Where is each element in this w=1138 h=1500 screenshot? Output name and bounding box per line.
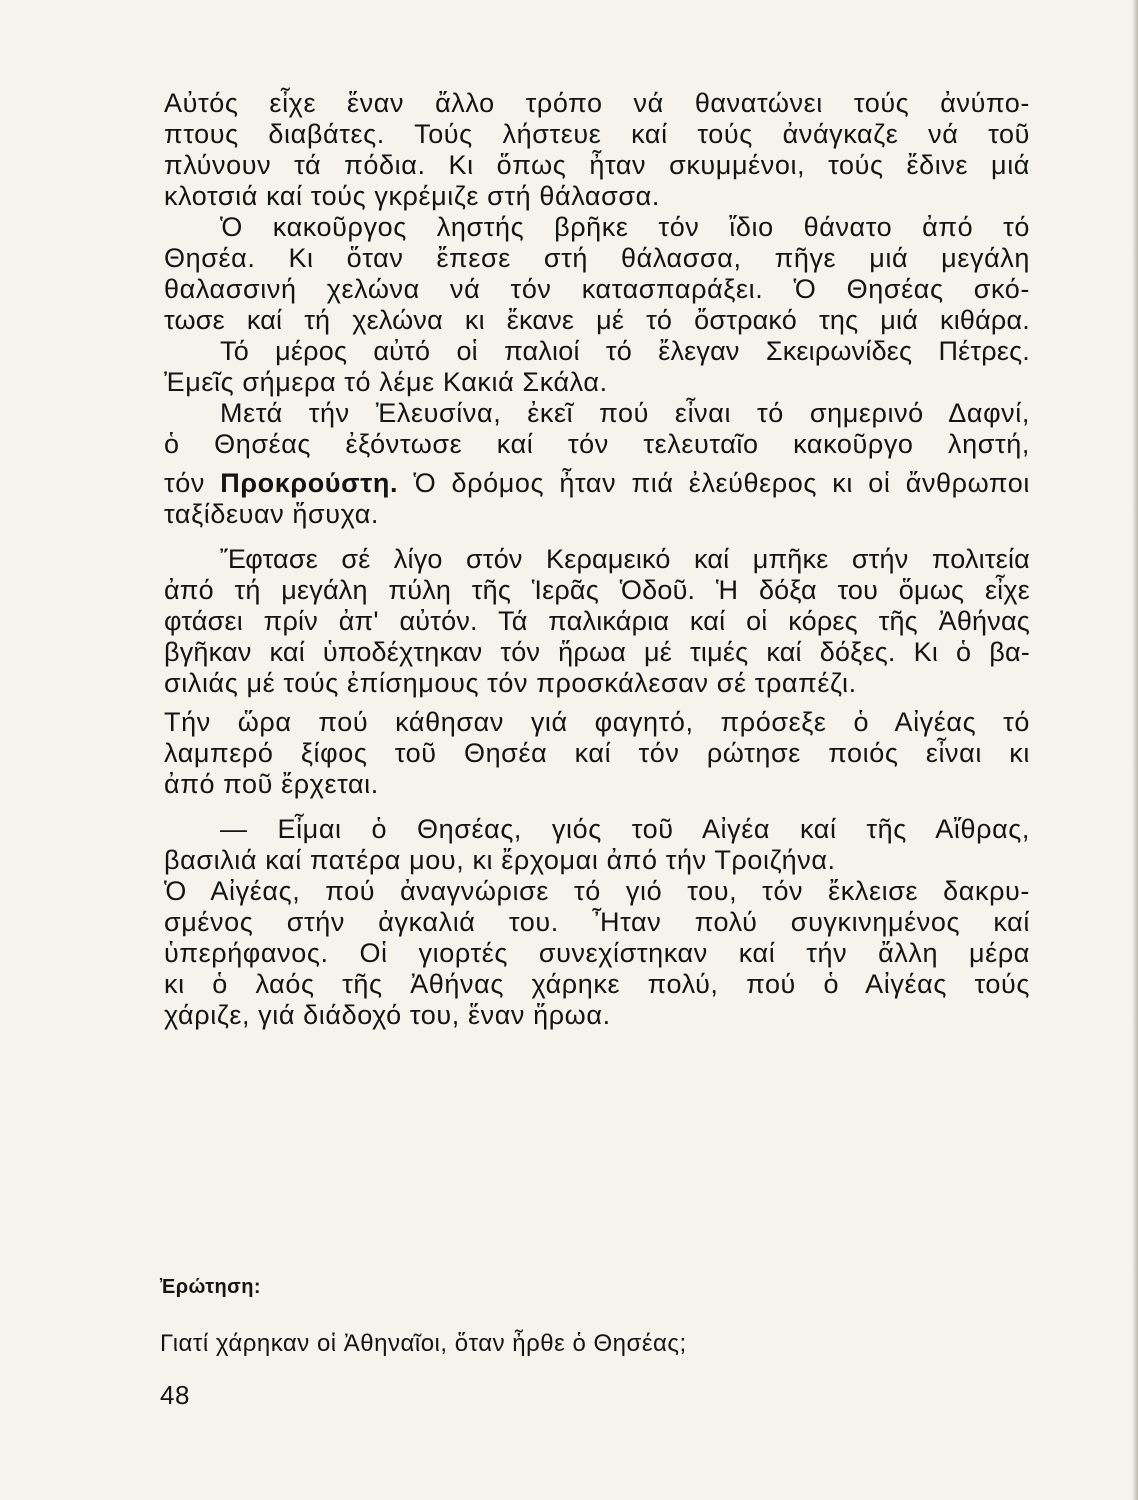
question-label: Ἐρώτηση: <box>160 1276 261 1298</box>
text-line: σιλιάς μέ τούς ἐπίσημους τόν προσκάλεσαν σέ τραπέζι. <box>164 668 857 698</box>
text-line: Αὐτός εἶχε ἕναν ἄλλο τρόπο νά θανατώνει τούς ἀνύπο- <box>164 88 1030 118</box>
text-line: κι ὁ λαός τῆς Ἀθήνας χάρηκε πολύ, πού ὁ Αἰγέας τούς <box>164 969 1030 999</box>
text-line: τωσε καί τή χελώνα κι ἔκανε μέ τό ὄστρακό της μιά κιθάρα. <box>164 305 1030 335</box>
text-line: ἀπό ποῦ ἔρχεται. <box>164 769 379 799</box>
text-line: θαλασσινή χελώνα νά τόν κατασπαράξει. Ὁ Θησέας σκό- <box>164 274 1030 304</box>
text-line: Ὁ κακοῦργος ληστής βρῆκε τόν ἴδιο θάνατο ἀπό τό <box>220 212 1030 242</box>
text-line: κλοτσιά καί τούς γκρέμιζε στή θάλασσα. <box>164 181 660 211</box>
text-line-procrustes <box>164 468 1030 499</box>
text-line: Ἔφτασε σέ λίγο στόν Κεραμεικό καί μπῆκε στήν πολιτεία <box>220 544 1030 574</box>
text-line: βασιλιά καί πατέρα μου, κι ἔρχομαι ἀπό τήν Τροιζήνα. <box>164 845 836 875</box>
text-line: χάριζε, γιά διάδοχό του, ἕναν ἥρωα. <box>164 1000 611 1030</box>
text-line: σμένος στήν ἀγκαλιά του. Ἦταν πολύ συγκινημένος καί <box>164 907 1030 937</box>
text-line: Ὁ Αἰγέας, πού ἀναγνώρισε τό γιό του, τόν ἔκλεισε δακρυ- <box>164 876 1030 906</box>
text-fragment: Ὁ δρόμος ἦταν πιά ἐλεύθερος κι οἱ ἄνθρωποι <box>413 468 1030 498</box>
text-line: βγῆκαν καί ὑποδέχτηκαν τόν ἥρωα μέ τιμές καί δόξες. Κι ὁ βα- <box>164 637 1030 667</box>
text-line: Τήν ὥρα πού κάθησαν γιά φαγητό, πρόσεξε ὁ Αἰγέας τό <box>164 707 1030 737</box>
text-line: ὑπερήφανος. Οἱ γιορτές συνεχίστηκαν καί τήν ἄλλη μέρα <box>164 938 1030 968</box>
page-number: 48 <box>160 1380 190 1410</box>
text-line: ἀπό τή μεγάλη πύλη τῆς Ἱερᾶς Ὁδοῦ. Ἡ δόξα του ὅμως εἶχε <box>164 575 1030 605</box>
text-line: λαμπερό ξίφος τοῦ Θησέα καί τόν ρώτησε ποιός εἶναι κι <box>164 738 1030 768</box>
text-line: ὁ Θησέας ἐξόντωσε καί τόν τελευταῖο κακοῦργο ληστή, <box>164 429 1030 459</box>
text-line: φτάσει πρίν ἀπ' αὐτόν. Τά παλικάρια καί οἱ κόρες τῆς Ἀθήνας <box>164 606 1030 636</box>
text-line: πτους διαβάτες. Τούς λήστευε καί τούς ἀνάγκαζε νά τοῦ <box>164 119 1030 149</box>
procrustes-name: Προκρούστη. <box>220 468 399 498</box>
text-line: Μετά τήν Ἐλευσίνα, ἐκεῖ πού εἶναι τό σημερινό Δαφνί, <box>220 398 1030 428</box>
text-line: ταξίδευαν ἥσυχα. <box>164 499 380 529</box>
text-fragment: τόν <box>164 468 221 498</box>
page-edge <box>1132 0 1138 1500</box>
text-line: Θησέα. Κι ὅταν ἔπεσε στή θάλασσα, πῆγε μιά μεγάλη <box>164 243 1030 273</box>
question-text: Γιατί χάρηκαν οἱ Ἀθηναῖοι, ὅταν ἦρθε ὁ Θησέας; <box>160 1330 687 1357</box>
text-line: Ἐμεῖς σήμερα τό λέμε Κακιά Σκάλα. <box>164 367 608 397</box>
text-line: πλύνουν τά πόδια. Κι ὅπως ἦταν σκυμμένοι, τούς ἔδινε μιά <box>164 150 1030 180</box>
text-line: — Εἶμαι ὁ Θησέας, γιός τοῦ Αἰγέα καί τῆς Αἴθρας, <box>220 814 1030 844</box>
text-line: Τό μέρος αὐτό οἱ παλιοί τό ἔλεγαν Σκειρωνίδες Πέτρες. <box>220 336 1030 366</box>
story-text <box>164 88 1030 1031</box>
